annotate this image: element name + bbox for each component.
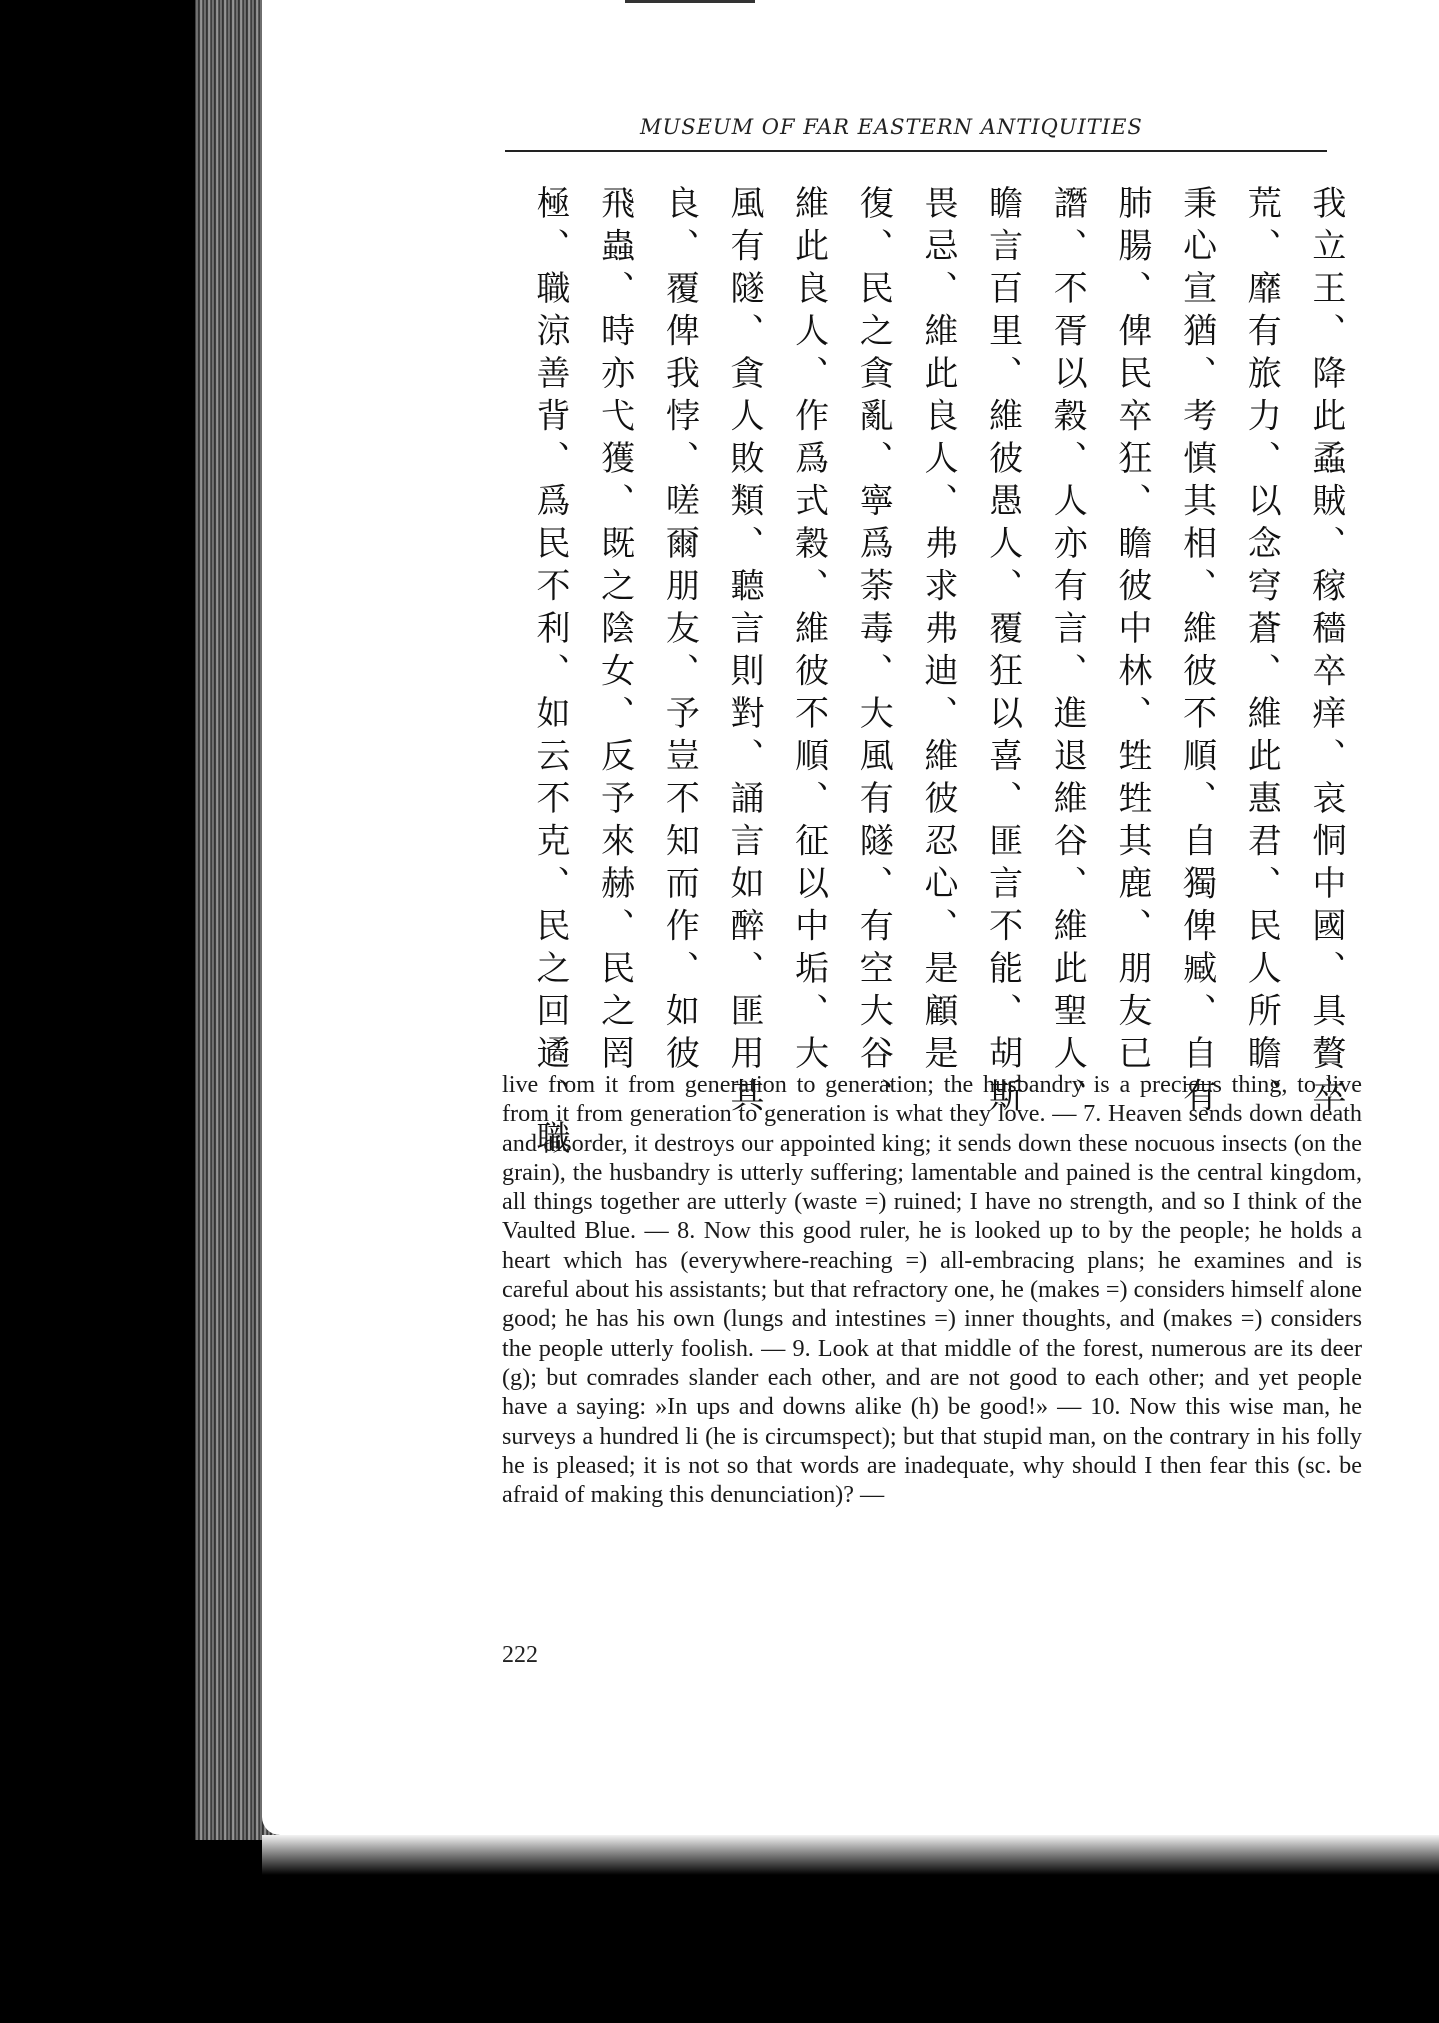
running-head: MUSEUM OF FAR EASTERN ANTIQUITIES — [640, 115, 1143, 139]
chinese-column: 良、覆俾我悖、嗟爾朋友、予豈不知而作、如彼 — [659, 185, 700, 1078]
chinese-column: 我立王、降此蟊賊、稼穡卒痒、哀恫中國、具贅卒 — [1305, 185, 1346, 1120]
chinese-column: 瞻言百里、維彼愚人、覆狂以喜、匪言不能、胡斯 — [982, 185, 1023, 1120]
chinese-column: 譖、不胥以穀、人亦有言、進退維谷、維此聖人、 — [1047, 185, 1088, 1120]
chinese-column: 秉心宣猶、考慎其相、維彼不順、自獨俾臧、自有 — [1176, 185, 1217, 1120]
chinese-column: 畏忌、維此良人、弗求弗迪、維彼忍心、是顧是 — [917, 185, 958, 1078]
chinese-column: 肺腸、俾民卒狂、瞻彼中林、甡甡其鹿、朋友已 — [1111, 185, 1152, 1078]
chinese-column: 荒、靡有旅力、以念穹蒼、維此惠君、民人所瞻、 — [1241, 185, 1282, 1120]
page-number: 222 — [502, 1642, 538, 1668]
chinese-column: 復、民之貪亂、寧爲荼毒、大風有隧、有空大谷、 — [853, 185, 894, 1120]
chinese-column: 維此良人、作爲式穀、維彼不順、征以中垢、大 — [788, 185, 829, 1078]
chinese-column: 飛蟲、時亦弋獲、既之陰女、反予來赫、民之罔 — [594, 185, 635, 1078]
top-printer-mark — [625, 0, 755, 3]
chinese-column: 風有隧、貪人敗類、聽言則對、誦言如醉、匪用其 — [723, 185, 764, 1120]
english-translation-paragraph: live from it from generation to generation; the husbandry is a precious thing, to live from it from generation to generation is what they love. — 7. Heaven sends down death and disorder, it destroys our appointed king; it sends down these nocuous insects (on the grain), the husbandry is utterly suffering; lamentable and pained is the central kingdom, all things together are utterly (waste =) ruined; I have no strength, and so I think of the Vaulted Blue. — 8. Now this good ruler, he is looked up to by the people; he holds a heart which has (everywhere-reaching =) all-embracing plans; he examines and is careful about his assistants; but that refractory one, he (makes =) considers himself alone good; he has his own (lungs and intestines =) inner thoughts, and (makes =) considers the people utterly foolish. — 9. Look at that middle of the forest, numerous are its deer (g); but comrades slander each other, and are not good to each other; and yet people have a saying: »In ups and downs alike (h) be good!» — 10. Now this wise man, he surveys a hundred li (he is circumspect); but that stupid man, on the contrary in his folly he is pleased; it is not so that words are inadequate, why should I then fear this (sc. be afraid of making this denunciation)? — — [502, 1071, 1362, 1509]
chinese-column: 極、職涼善背、爲民不利、如云不克、民之回遹、職 — [530, 185, 570, 1163]
header-rule — [505, 150, 1327, 152]
chinese-text-block — [523, 185, 1346, 1163]
